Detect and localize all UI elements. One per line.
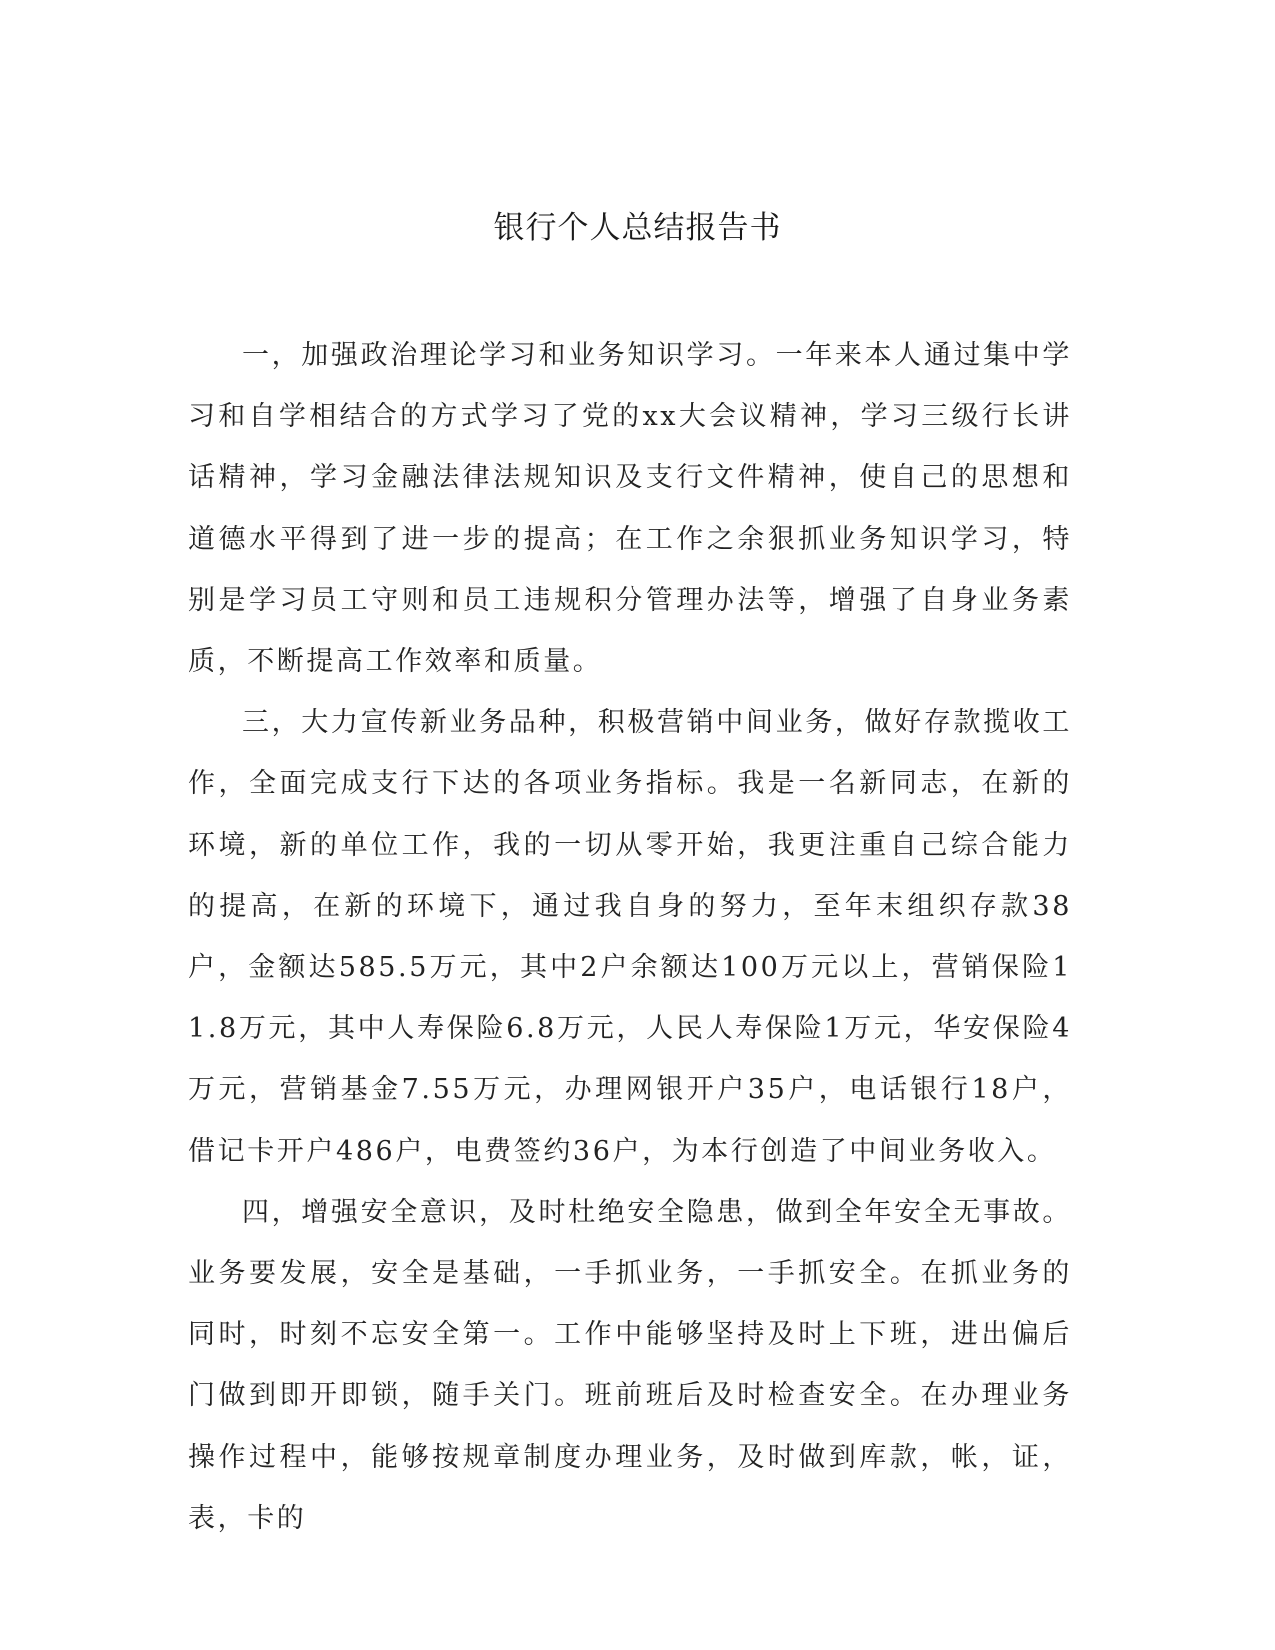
paragraph-3: 四，增强安全意识，及时杜绝安全隐患，做到全年安全无事故。业务要发展，安全是基础，一手抓业务，一手抓安全。在抓业务的同时，时刻不忘安全第一。工作中能够坚持及时上下班，进出偏后门做到即开即锁，随手关门。班前班后及时检查安全。在办理业务操作过程中，能够按规章制度办理业务，及时做到库款，帐，证，表，卡的	[188, 1196, 1072, 1534]
paragraph-1: 一，加强政治理论学习和业务知识学习。一年来本人通过集中学习和自学相结合的方式学习了党的xx大会议精神，学习三级行长讲话精神，学习金融法律法规知识及支行文件精神，使自己的思想和道德水平得到了进一步的提高；在工作之余狠抓业务知识学习，特别是学习员工守则和员工违规积分管理办法等，增强了自身业务素质，不断提高工作效率和质量。	[188, 340, 1072, 678]
document-title: 银行个人总结报告书	[493, 210, 782, 246]
paragraph-2: 三，大力宣传新业务品种，积极营销中间业务，做好存款揽收工作，全面完成支行下达的各项业务指标。我是一名新同志，在新的环境，新的单位工作，我的一切从零开始，我更注重自己综合能力的提高，在新的环境下，通过我自身的努力，至年末组织存款38户，金额达585.5万元，其中2户余额达100万元以上，营销保险11.8万元，其中人寿保险6.8万元，人民人寿保险1万元，华安保险4万元，营销基金7.55万元，办理网银开户35户，电话银行18户，借记卡开户486户，电费签约36户，为本行创造了中间业务收入。	[188, 707, 1072, 1167]
document-body	[188, 325, 1072, 1549]
